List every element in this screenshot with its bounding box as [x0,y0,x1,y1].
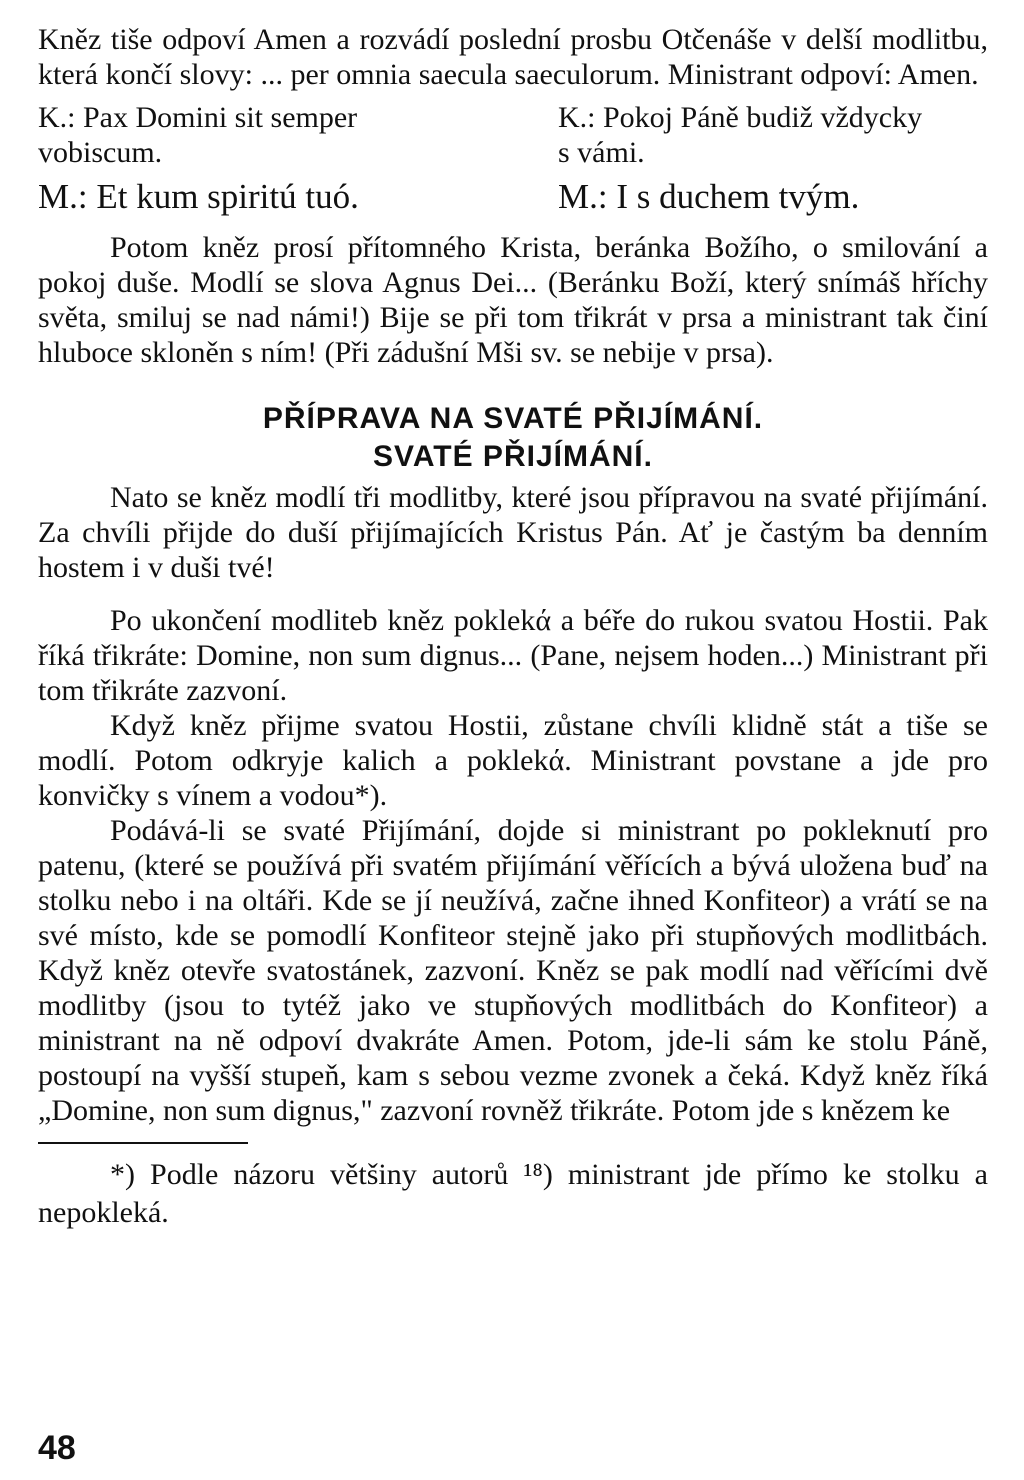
section-heading-line-1: PŘÍPRAVA NA SVATÉ PŘIJÍMÁNÍ. [262,402,764,435]
dialog-czech-ministrant-line: M.: I s duchem tvým. [558,177,860,216]
page-number: 48 [38,1429,76,1467]
paragraph-5: Když kněz přijme svatou Hostii, zůstane chvíli klidně stát a tiše se modlí. Potom odkryje kalich a poklekά. Ministrant povstane a jde pro konvičky s vínem a vodou*). [38,709,988,812]
paragraph-4: Po ukončení modliteb kněz poklekά a béře do rukou svatou Hostii. Pak říká třikráte: Domine, non sum dignus... (Pane, nejsem hoden...) Ministrant při tom třikráte zazvoní. [38,604,988,707]
footnote-text: *) Podle názoru většiny autorů ¹⁸) ministrant jde přímo ke stolku a nepokleká. [38,1158,988,1229]
dialog-latin-priest-line-1: K.: Pax Domini sit semper [38,101,358,134]
dialog-latin-column [38,100,488,218]
dialog-czech-priest-line-2: s vámi. [558,136,645,169]
page-content [38,22,988,1232]
paragraph-6: Podává-li se svaté Přijímání, dojde si ministrant po pokleknutí pro patenu, (které se používá při svatém přijímání věřících a bývá uložena buď na stolku nebo i na oltáři. Kde se jí neužívá, začne ihned Konfiteor) a vrátí se na své místo, kde se pomodlí Konfiteor stejně jako při stupňových modlitbách. Když kněz otevře svatostánek, zazvoní. Kněz se pak modlí nad věřícími dvě modlitby (jsou to tytéž jako ve stupňových modlitbách do Konfiteor) a ministrant na ně odpoví dvakráte Amen. Potom, jde-li sám ke stolu Páně, postoupí na vyšší stupeň, kam s sebou vezme zvonek a čeká. Když kněz říká „Domine, non sum dignus," zazvoní rovněž třikráte. Potom jde s knězem ke [38,814,988,1127]
section-heading [38,400,988,476]
paragraph-3: Nato se kněz modlí tři modlitby, které jsou přípravou na svaté přijímání. Za chvíli přijde do duší přijímajících Kristus Pán. Ať je častým ba denním hostem i v duši tvé! [38,481,988,584]
paragraph-1: Kněz tiše odpoví Amen a rozvádí poslední prosbu Otčenáše v delší modlitbu, která končí slovy: ... per omnia saecula saeculorum. Ministrant odpoví: Amen. [38,23,988,91]
dialog-latin-priest-line-2: vobiscum. [38,136,163,169]
footnote [38,1156,988,1232]
footnote-divider [38,1142,248,1144]
dialog-czech-priest-line-1: K.: Pokoj Páně budiž vždycky [558,101,923,134]
section-heading-line-2: SVATÉ PŘIJÍMÁNÍ. [373,440,653,473]
prayer-dialog [38,100,988,218]
paragraph-2: Potom kněz prosí přítomného Krista, beránka Božího, o smilování a pokoj duše. Modlí se slova Agnus Dei... (Beránku Boží, který snímáš hříchy světa, smiluj se nad námi!) Bije se při tom třikrát v prsa a ministrant tak činí hluboce skloněn s ním! (Při zádušní Mši sv. se nebije v prsa). [38,231,988,369]
dialog-czech-column [558,100,988,218]
dialog-latin-ministrant-line: M.: Et kum spiritú tuó. [38,177,359,216]
